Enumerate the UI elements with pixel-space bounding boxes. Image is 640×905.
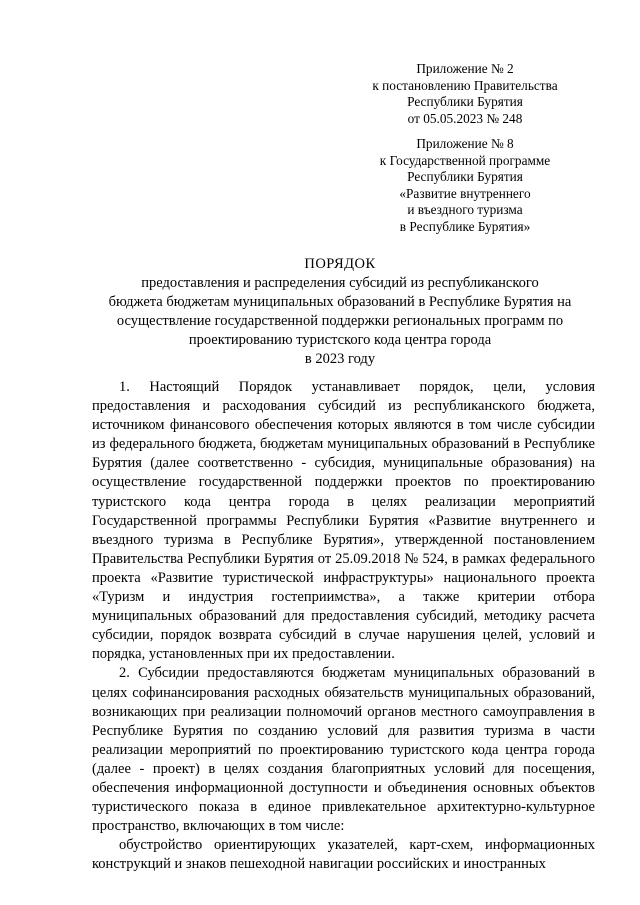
appendix-line: от 05.05.2023 № 248 [407,110,523,126]
appendix-line: Приложение № 8 [416,136,514,151]
appendix-original-header [355,136,575,235]
appendix-line: Республики Бурятия [407,169,523,184]
appendix-line: Республики Бурятия [407,94,523,109]
appendix-line: «Развитие внутреннего [399,185,531,201]
paragraph-2: 2. Субсидии предоставляются бюджетам муниципальных образований в целях софинансирования расходных обязательств муниципальных образований, возникающих при реализации полномочий органов местного самоуправления в Республике Бурятия по созданию условий для развития туризма в части реализации мероприятий по проектированию туристского кода центра города (далее - проект) в целях создания благоприятных условий для посещения, обеспечения информационной доступности и объединения основных объектов туристического показа в единое привлекательное архитектурно-культурное пространство, включающих в том числе: [92,665,595,835]
appendix-line: и въездного туризма [407,202,523,217]
title-line: проектированию туристского кода центра города [188,332,492,348]
title-line: бюджета бюджетам муниципальных образований в Республике Бурятия на [108,294,572,310]
paragraph-3: обустройство ориентирующих указателей, карт-схем, информационных конструкций и знаков пешеходной навигации российских и иностранных [92,837,595,873]
document-body [92,378,595,874]
title-main: ПОРЯДОК [304,256,376,272]
paragraph-1: 1. Настоящий Порядок устанавливает порядок, цели, условия предоставления и расходования субсидий из республиканского бюджета, источником финансового обеспечения которых являются в том числе субсидии из федерального бюджета, бюджетам муниципальных образований в Республике Бурятия (далее соответственно - субсидия, муниципальные образования) на осуществление государственной поддержки проектов по проектированию туристского кода центра города в целях реализации мероприятий Государственной программы Республики Бурятия «Развитие внутреннего и въездного туризма в Республике Бурятия», утвержденной постановлением Правительства Республики Бурятия от 25.09.2018 № 524, в рамках федерального проекта «Развитие туристической инфраструктуры» национального проекта «Туризм и индустрия гостеприимства», а также критерии отбора муниципальных образований для предоставления субсидий, методику расчета субсидии, порядок возврата субсидий в случае нарушения целей, условий и порядка, установленных при их предоставлении. [92,379,595,663]
title-line: в 2023 году [304,351,376,367]
appendix-line: в Республике Бурятия» [399,218,531,234]
title-line: предоставления и распределения субсидий из республиканского [141,275,539,291]
appendix-line: к Государственной программе [379,152,551,168]
title-line: осуществление государственной поддержки региональных программ по [116,313,564,329]
document-title [90,255,590,369]
appendix-current-header [355,61,575,127]
appendix-line: к постановлению Правительства [372,77,558,93]
appendix-line: Приложение № 2 [416,61,514,76]
